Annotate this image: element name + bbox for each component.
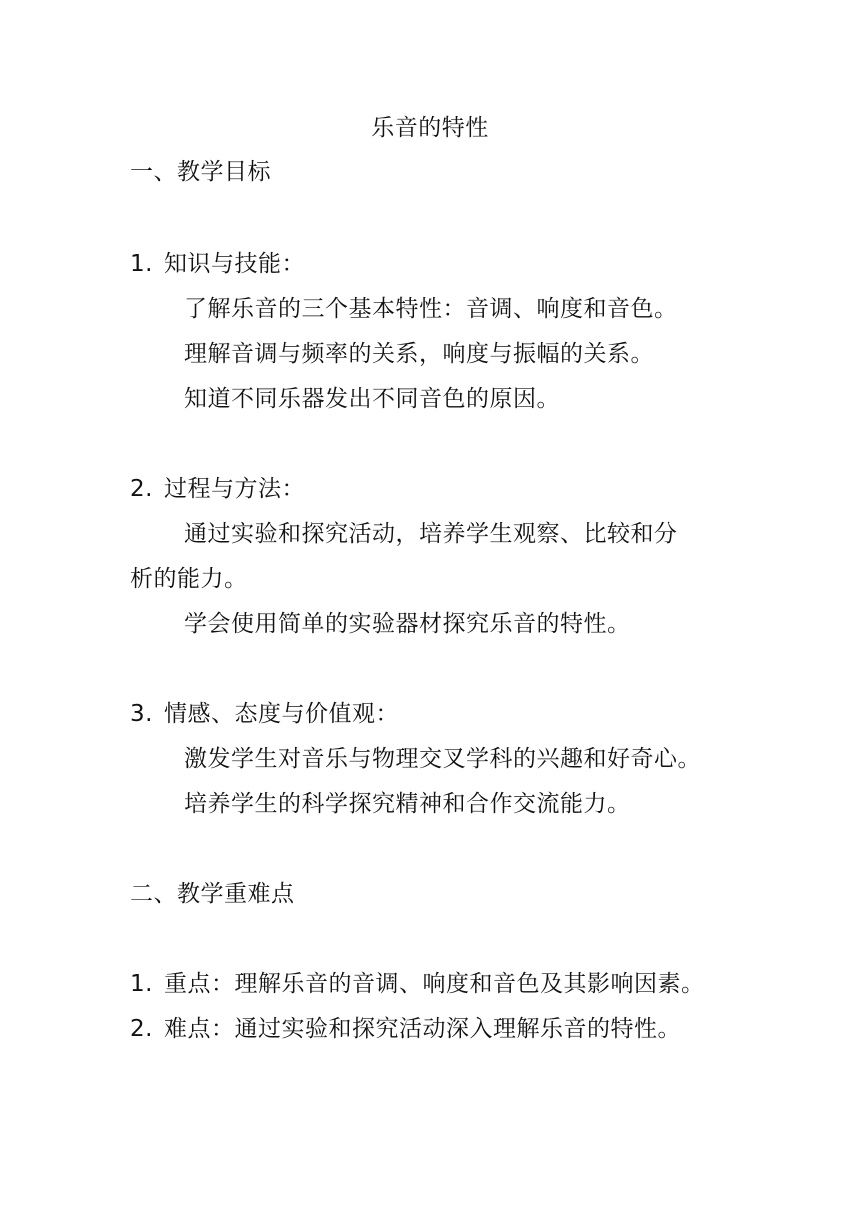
document-title: 乐音的特性 [371, 115, 489, 141]
item-text: 难点：通过实验和探究活动深入理解乐音的特性。 [164, 1016, 681, 1042]
objective-item-process [130, 474, 305, 504]
item-number: 3. [130, 701, 153, 727]
item-label: 过程与方法： [164, 476, 305, 502]
item-label: 知识与技能： [164, 251, 305, 277]
item-number: 2. [130, 476, 153, 502]
section-heading-key-points: 二、教学重难点 [130, 881, 295, 907]
item-number: 1. [130, 251, 153, 277]
paragraph-line: 知道不同乐器发出不同音色的原因。 [184, 386, 560, 412]
paragraph-line: 培养学生的科学探究精神和合作交流能力。 [184, 791, 631, 817]
item-number: 1. [130, 971, 153, 997]
section-heading-objectives: 一、教学目标 [130, 159, 271, 185]
paragraph-line: 理解音调与频率的关系，响度与振幅的关系。 [184, 341, 654, 367]
paragraph-line: 激发学生对音乐与物理交叉学科的兴趣和好奇心。 [184, 746, 701, 772]
key-point-item [130, 969, 705, 999]
paragraph-line: 了解乐音的三个基本特性：音调、响度和音色。 [184, 296, 678, 322]
paragraph-line: 析的能力。 [130, 566, 248, 592]
paragraph-line: 通过实验和探究活动，培养学生观察、比较和分 [184, 521, 678, 547]
item-number: 2. [130, 1016, 153, 1042]
paragraph-line: 学会使用简单的实验器材探究乐音的特性。 [184, 611, 631, 637]
objective-item-attitude [130, 699, 399, 729]
objective-item-knowledge [130, 249, 305, 279]
item-text: 重点：理解乐音的音调、响度和音色及其影响因素。 [164, 971, 705, 997]
key-point-item [130, 1014, 681, 1044]
item-label: 情感、态度与价值观： [164, 701, 399, 727]
